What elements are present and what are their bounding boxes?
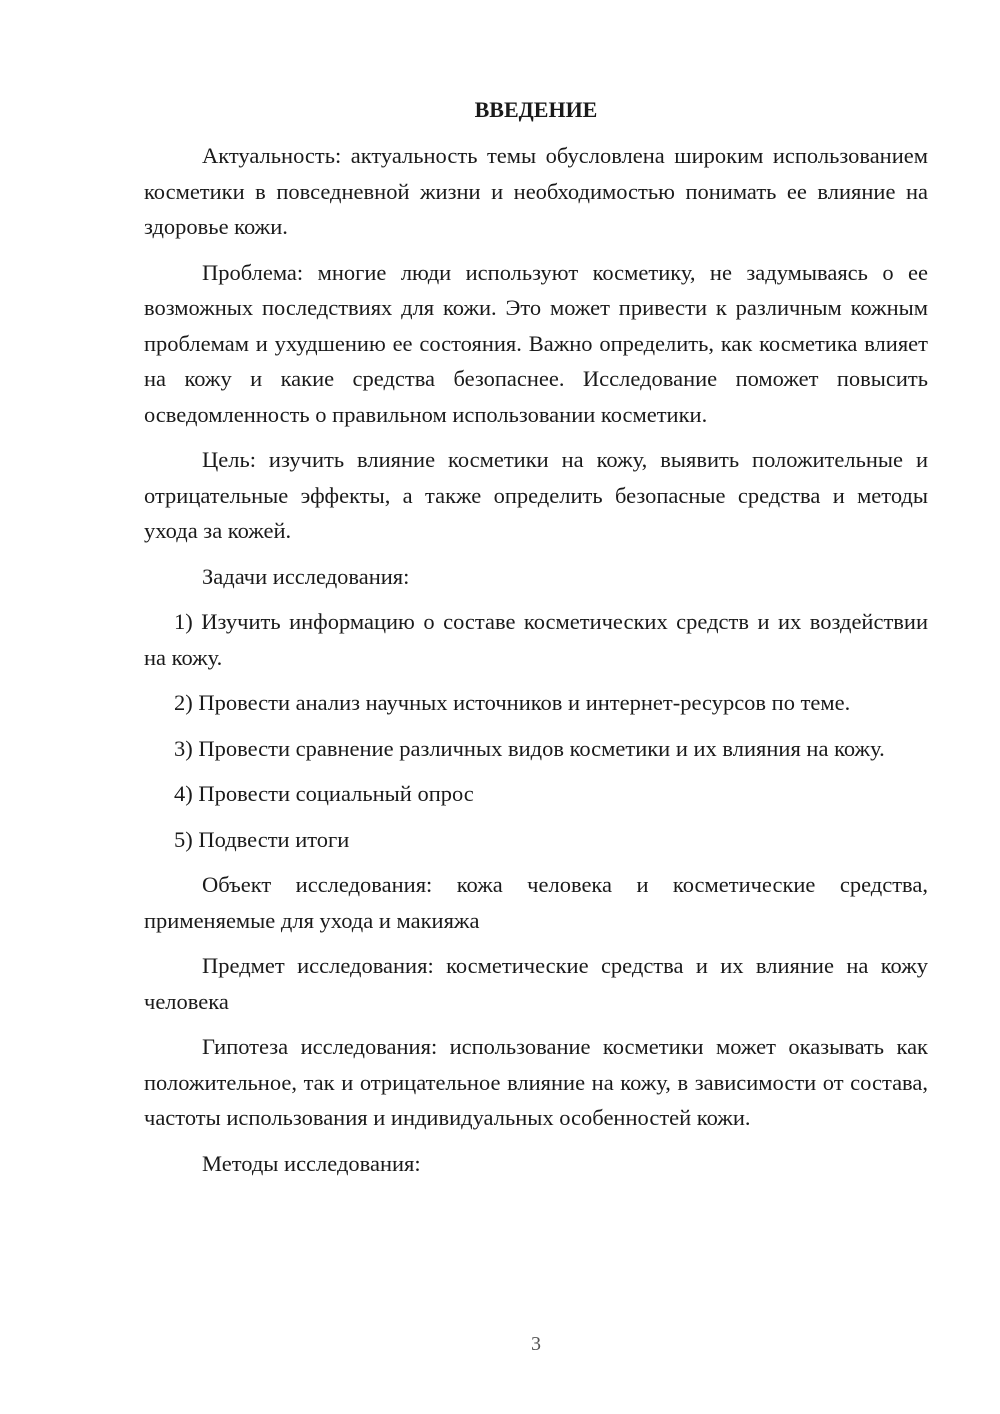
paragraph-problem: Проблема: многие люди используют косметику, не задумываясь о ее возможных последствиях для кожи. Это может привести к различным кожным проблемам и ухудшению ее состояния. Важно определить, как косметика влияет на кожу и какие средства безопаснее. Исследование поможет повысить осведомленность о правильном использовании косметики.	[144, 259, 928, 427]
task-item-2: 2) Провести анализ научных источников и интернет-ресурсов по теме.	[174, 690, 851, 715]
task-item-1: 1) Изучить информацию о составе косметических средств и их воздействии на кожу.	[144, 609, 928, 670]
paragraph-methods: Методы исследования:	[202, 1150, 421, 1176]
task-item-4: 4) Провести социальный опрос	[174, 781, 474, 806]
paragraph-tasks-intro: Задачи исследования:	[202, 563, 410, 589]
paragraph-relevance: Актуальность: актуальность темы обусловлена широким использованием косметики в повседневной жизни и необходимостью понимать ее влияние на здоровье кожи.	[144, 143, 928, 239]
task-item-5: 5) Подвести итоги	[174, 826, 350, 852]
section-heading: ВВЕДЕНИЕ	[474, 97, 598, 122]
page-number: 3	[531, 1333, 541, 1355]
paragraph-subject: Предмет исследования: косметические средства и их влияние на кожу человека	[144, 953, 928, 1014]
paragraph-goal: Цель: изучить влияние косметики на кожу, выявить положительные и отрицательные эффекты, а также определить безопасные средства и методы ухода за кожей.	[144, 447, 928, 543]
task-item-3: 3) Провести сравнение различных видов косметики и их влияния на кожу.	[174, 735, 885, 761]
page-content	[144, 92, 928, 1191]
paragraph-hypothesis: Гипотеза исследования: использование косметики может оказывать как положительное, так и отрицательное влияние на кожу, в зависимости от состава, частоты использования и индивидуальных особенностей кожи.	[144, 1034, 928, 1130]
paragraph-object: Объект исследования: кожа человека и косметические средства, применяемые для ухода и макияжа	[144, 872, 928, 933]
